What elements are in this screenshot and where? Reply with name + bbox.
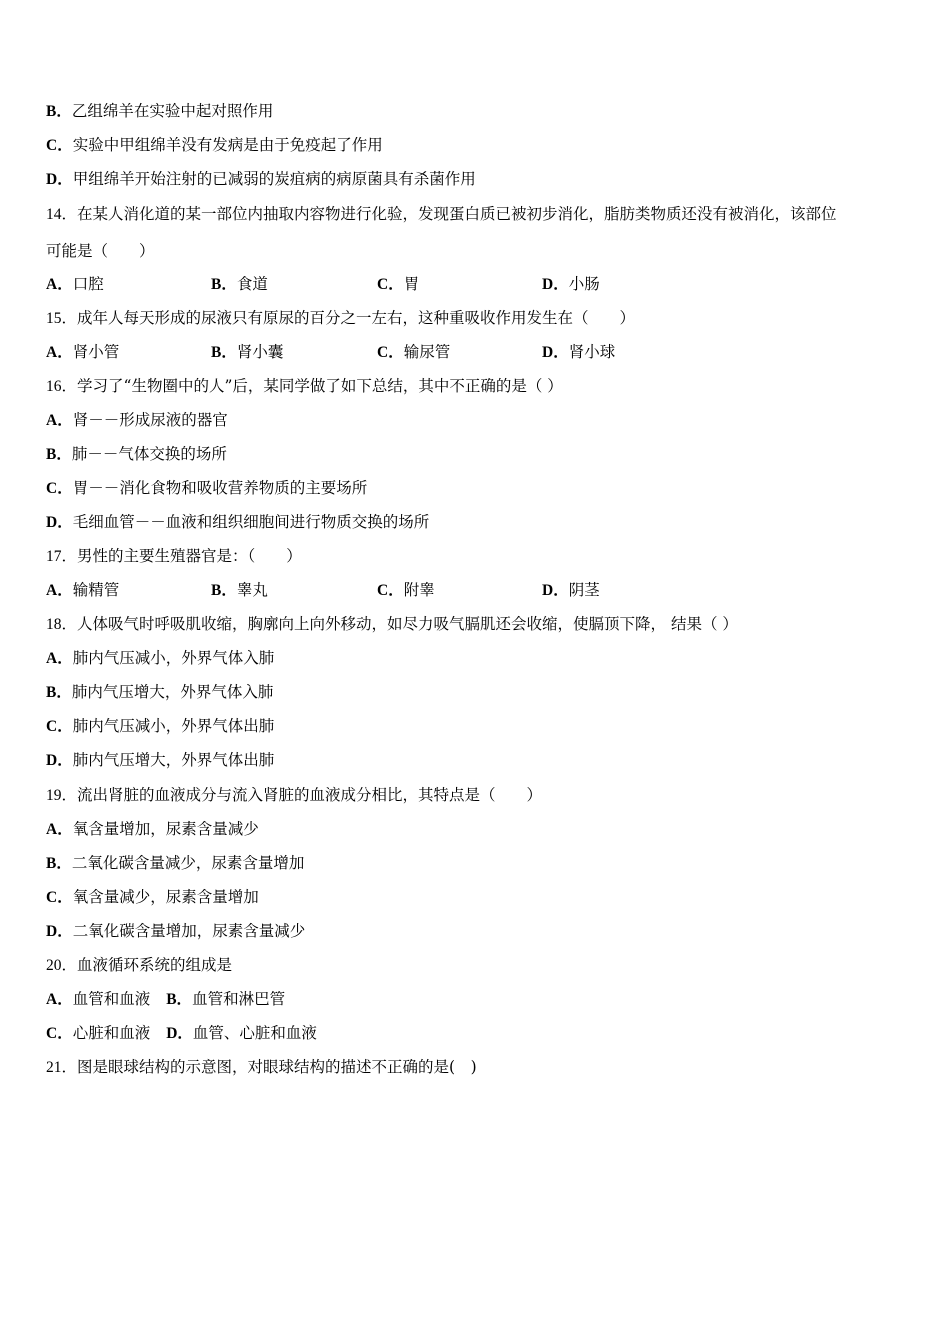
option-text: 血管和血液 <box>72 990 151 1008</box>
option-text: 肺内气压增大，外界气体入肺 <box>71 683 274 701</box>
q20-options-row-2 <box>46 1022 317 1045</box>
q17-option-d <box>542 579 600 602</box>
q15-option-b <box>211 341 283 364</box>
option-text: 附睾 <box>403 581 435 599</box>
option-letter: C． <box>377 276 404 293</box>
option-letter: A． <box>46 582 73 599</box>
q13-option-c <box>46 134 383 157</box>
q13-option-b <box>46 100 273 123</box>
q15-stem <box>46 307 635 330</box>
q15-option-d <box>542 341 615 364</box>
question-number: 16． <box>46 378 78 395</box>
option-text: 肾小管 <box>72 343 120 361</box>
option-text: 输尿管 <box>403 343 451 361</box>
option-text: 实验中甲组绵羊没有发病是由于免疫起了作用 <box>72 136 383 154</box>
question-text: 男性的主要生殖器官是：（ ） <box>77 547 302 565</box>
option-text: 乙组绵羊在实验中起对照作用 <box>71 102 274 120</box>
option-letter: B． <box>211 344 237 361</box>
option-text: 口腔 <box>72 275 104 293</box>
option-letter: D． <box>46 514 73 531</box>
question-number: 15． <box>46 310 78 327</box>
option-letter: A． <box>46 412 73 429</box>
option-letter: D． <box>46 752 73 769</box>
option-text: 胃 <box>403 275 420 293</box>
question-text: 成年人每天形成的尿液只有原尿的百分之一左右，这种重吸收作用发生在（ ） <box>77 309 636 327</box>
option-text: 睾丸 <box>236 581 268 599</box>
q17-options <box>46 579 746 601</box>
q20-option-b <box>166 990 285 1008</box>
q14-option-c <box>377 273 419 296</box>
option-text: 血管和淋巴管 <box>192 990 286 1008</box>
option-text: 血管、心脏和血液 <box>192 1024 317 1042</box>
q17-option-c <box>377 579 435 602</box>
option-letter: B． <box>46 684 72 701</box>
q17-option-b <box>211 579 268 602</box>
question-text: 学习了“生物圈中的人”后，某同学做了如下总结，其中不正确的是（ ） <box>77 377 563 395</box>
option-letter: C． <box>46 137 73 154</box>
option-text: 肾小囊 <box>236 343 284 361</box>
q14-option-b <box>211 273 268 296</box>
option-text: 肺－－气体交换的场所 <box>71 445 227 463</box>
option-letter: B． <box>46 855 72 872</box>
option-text: 氧含量减少，尿素含量增加 <box>72 888 259 906</box>
question-number: 14． <box>46 206 78 223</box>
option-text: 二氧化碳含量增加，尿素含量减少 <box>72 922 306 940</box>
q19-stem <box>46 784 542 807</box>
option-text: 胃－－消化食物和吸收营养物质的主要场所 <box>72 479 368 497</box>
q14-option-d <box>542 273 600 296</box>
option-letter: D． <box>46 171 73 188</box>
question-number: 20． <box>46 957 78 974</box>
q19-option-d <box>46 920 305 943</box>
option-letter: B． <box>166 991 193 1008</box>
question-text: 人体吸气时呼吸肌收缩，胸廓向上向外移动，如尽力吸气膈肌还会收缩，使膈顶下降， 结果（ ） <box>77 615 738 633</box>
q15-option-a <box>46 341 119 364</box>
question-number: 18． <box>46 616 78 633</box>
option-letter: D． <box>46 923 73 940</box>
option-text: 阴茎 <box>568 581 600 599</box>
option-text: 二氧化碳含量减少，尿素含量增加 <box>71 854 305 872</box>
option-letter: B． <box>211 276 237 293</box>
option-letter: A． <box>46 650 73 667</box>
q20-option-a <box>46 990 150 1008</box>
q18-option-d <box>46 749 274 772</box>
question-text: 图是眼球结构的示意图，对眼球结构的描述不正确的是( ) <box>77 1058 477 1076</box>
option-text: 心脏和血液 <box>72 1024 151 1042</box>
q19-option-b <box>46 852 304 875</box>
q14-option-a <box>46 273 104 296</box>
q16-option-d <box>46 511 429 534</box>
question-number: 19． <box>46 787 78 804</box>
q16-option-c <box>46 477 367 500</box>
option-text: 肾小球 <box>568 343 616 361</box>
q20-options-row-1 <box>46 988 285 1011</box>
option-letter: D． <box>542 276 569 293</box>
option-letter: A． <box>46 821 73 838</box>
q13-option-d <box>46 168 476 191</box>
q18-option-c <box>46 715 274 738</box>
q19-option-a <box>46 818 259 841</box>
question-text: 血液循环系统的组成是 <box>77 956 233 974</box>
option-letter: D． <box>542 344 569 361</box>
option-text: 毛细血管－－血液和组织细胞间进行物质交换的场所 <box>72 513 430 531</box>
q19-option-c <box>46 886 259 909</box>
q17-option-a <box>46 579 119 602</box>
option-letter: D． <box>166 1025 193 1042</box>
q16-stem <box>46 375 563 398</box>
question-number: 21． <box>46 1059 78 1076</box>
q15-options <box>46 341 746 363</box>
option-text: 输精管 <box>72 581 120 599</box>
option-letter: B． <box>211 582 237 599</box>
question-text: 在某人消化道的某一部位内抽取内容物进行化验，发现蛋白质已被初步消化，脂肪类物质还没有被消化，该部位 <box>77 205 837 223</box>
q17-stem <box>46 545 302 568</box>
option-letter: C． <box>377 344 404 361</box>
q20-option-d <box>166 1024 317 1042</box>
q14-options <box>46 273 746 295</box>
q18-option-a <box>46 647 274 670</box>
option-text: 肺内气压减小，外界气体入肺 <box>72 649 275 667</box>
option-text: 肺内气压减小，外界气体出肺 <box>72 717 275 735</box>
q16-option-b <box>46 443 227 466</box>
question-text: 流出肾脏的血液成分与流入肾脏的血液成分相比，其特点是（ ） <box>77 786 543 804</box>
option-letter: C． <box>46 718 73 735</box>
q15-option-c <box>377 341 450 364</box>
q20-option-c <box>46 1024 150 1042</box>
option-letter: A． <box>46 344 73 361</box>
q20-stem <box>46 954 232 977</box>
option-letter: B． <box>46 446 72 463</box>
option-text: 甲组绵羊开始注射的已减弱的炭疽病的病原菌具有杀菌作用 <box>72 170 476 188</box>
q21-stem <box>46 1056 477 1079</box>
q16-option-a <box>46 409 228 432</box>
q14-stem-continued <box>46 240 155 262</box>
q18-stem <box>46 613 738 636</box>
question-number: 17． <box>46 548 78 565</box>
option-letter: C． <box>46 1025 73 1042</box>
option-letter: C． <box>377 582 404 599</box>
option-letter: C． <box>46 480 73 497</box>
option-letter: A． <box>46 991 73 1008</box>
option-text: 小肠 <box>568 275 600 293</box>
option-letter: D． <box>542 582 569 599</box>
q14-stem <box>46 203 837 226</box>
option-letter: C． <box>46 889 73 906</box>
option-letter: A． <box>46 276 73 293</box>
option-text: 氧含量增加，尿素含量减少 <box>72 820 259 838</box>
question-text: 可能是（ ） <box>46 242 155 260</box>
option-text: 肾－－形成尿液的器官 <box>72 411 228 429</box>
option-letter: B． <box>46 103 72 120</box>
q18-option-b <box>46 681 273 704</box>
option-text: 食道 <box>236 275 268 293</box>
option-text: 肺内气压增大，外界气体出肺 <box>72 751 275 769</box>
